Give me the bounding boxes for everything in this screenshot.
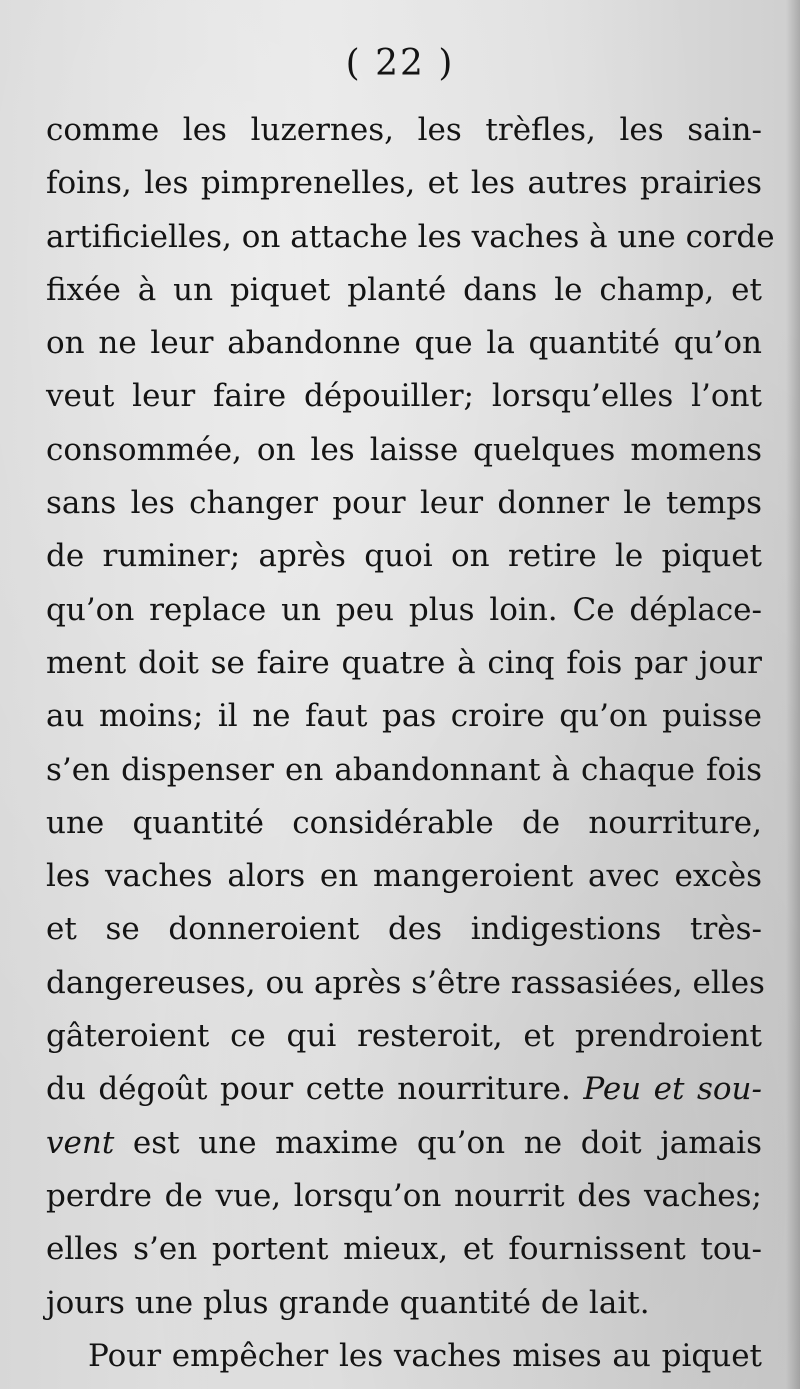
- text-line-24: Pour empêcher les vaches mises au piquet: [88, 1337, 762, 1374]
- page-edge-shadow: [786, 0, 800, 1389]
- text-line-14: une quantité considérable de nourriture,: [46, 804, 762, 841]
- text-line-12: au moins; il ne faut pas croire qu’on puisse: [46, 698, 762, 735]
- text-line-3: artificielles, on attache les vaches à une corde: [46, 218, 775, 255]
- text-line-21: perdre de vue, lorsqu’on nourrit des vaches;: [46, 1177, 762, 1214]
- text-line-10: qu’on replace un peu plus loin. Ce déplace-: [46, 591, 762, 628]
- text-line-9: de ruminer; après quoi on retire le piquet: [46, 538, 762, 575]
- text-line-8: sans les changer pour leur donner le temps: [46, 485, 762, 522]
- body-text: [46, 104, 775, 1383]
- text-line-4: fixée à un piquet planté dans le champ, et: [46, 271, 762, 308]
- text-line-20-italic: vent: [46, 1124, 115, 1161]
- text-line-20: [46, 1117, 762, 1170]
- text-line-7: consommée, on les laisse quelques momens: [46, 431, 762, 468]
- text-line-17: dangereuses, ou après s’être rassasiées, elles: [46, 964, 765, 1001]
- text-line-5: on ne leur abandonne que la quantité qu’on: [46, 325, 762, 362]
- text-line-15: les vaches alors en mangeroient avec excès: [46, 858, 762, 895]
- text-line-16: et se donneroient des indigestions très-: [46, 911, 762, 948]
- text-line-22: elles s’en portent mieux, et fournissent tou-: [46, 1231, 762, 1268]
- text-line-6: veut leur faire dépouiller; lorsqu’elles l’ont: [46, 378, 762, 415]
- text-line-23: jours une plus grande quantité de lait.: [46, 1284, 650, 1321]
- text-line-18: gâteroient ce qui resteroit, et prendroient: [46, 1018, 762, 1055]
- page-number: ( 22 ): [345, 43, 455, 84]
- text-line-2: foins, les pimprenelles, et les autres prairies: [46, 165, 762, 202]
- text-line-19-italic: Peu et sou-: [583, 1071, 762, 1108]
- text-line-19: [46, 1063, 762, 1116]
- text-line-13: s’en dispenser en abandonnant à chaque fois: [46, 751, 762, 788]
- text-line-19-roman: du dégoût pour cette nourriture.: [46, 1071, 584, 1108]
- text-line-11: ment doit se faire quatre à cinq fois par jour: [46, 644, 762, 681]
- text-line-20-roman: est une maxime qu’on ne doit jamais: [114, 1124, 762, 1161]
- text-line-1: comme les luzernes, les trèfles, les sain-: [46, 112, 762, 148]
